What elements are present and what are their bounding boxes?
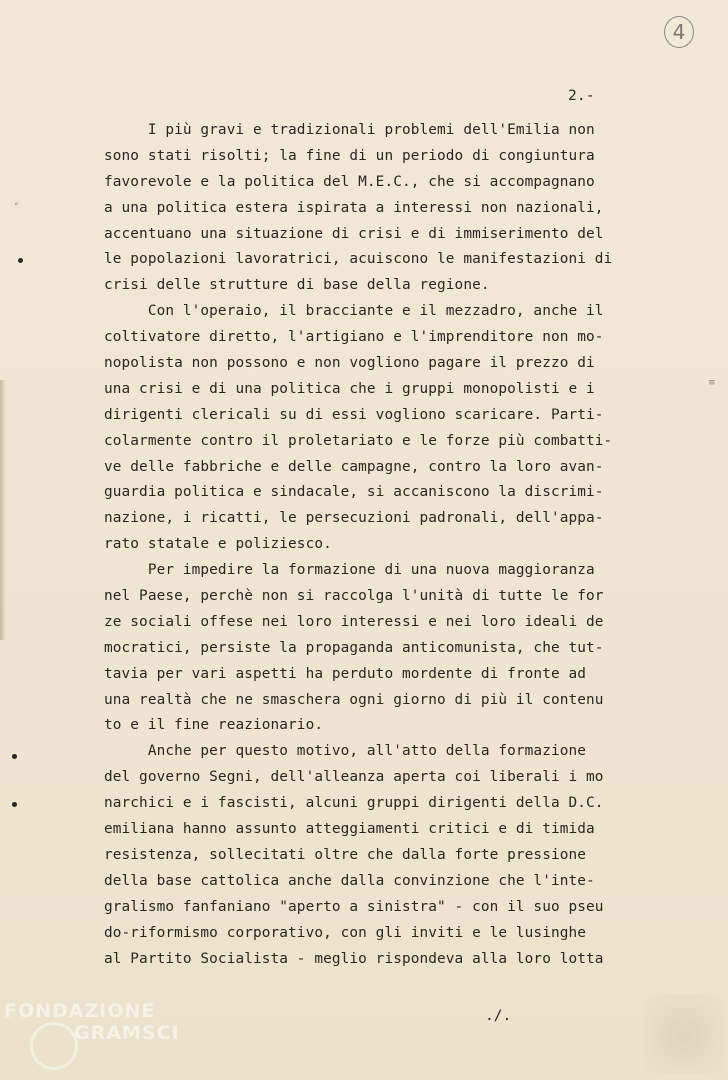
margin-speck: ≡: [708, 378, 716, 388]
text-line: una crisi e di una politica che i gruppi monopolisti e i: [104, 380, 595, 397]
text-line: resistenza, sollecitati oltre che dalla forte pressione: [104, 846, 587, 863]
text-line: nazione, i ricatti, le persecuzioni padronali, dell'appa-: [104, 510, 604, 527]
paragraph-2: [104, 299, 624, 558]
archive-page-number: 4: [664, 16, 694, 48]
paragraph-4: [104, 739, 624, 972]
punch-hole-dot: [18, 258, 23, 263]
text-line: I più gravi e tradizionali problemi dell'Emilia non: [104, 122, 595, 138]
text-line: sono stati risolti; la fine di un periodo di congiuntura: [104, 147, 595, 164]
text-line: ve delle fabbriche e delle campagne, contro la loro avan-: [104, 458, 604, 475]
watermark: [4, 1000, 180, 1044]
text-line: tavia per vari aspetti ha perduto mordente di fronte ad: [104, 665, 587, 682]
text-line: accentuano una situazione di crisi e di immiserimento del: [104, 225, 604, 242]
text-line: al Partito Socialista - meglio rispondeva alla loro lotta: [104, 950, 604, 967]
continuation-mark: ./.: [485, 1008, 512, 1024]
margin-speck: °: [14, 202, 19, 212]
punch-hole-dot: [12, 754, 17, 759]
text-line: gralismo fanfaniano "aperto a sinistra" - con il suo pseu: [104, 898, 604, 915]
text-line: dirigenti clericali su di essi vogliono scaricare. Parti-: [104, 406, 604, 423]
typed-page-number: 2.-: [568, 88, 595, 104]
text-line: le popolazioni lavoratrici, acuiscono le manifestazioni di: [104, 251, 613, 268]
text-line: della base cattolica anche dalla convinzione che l'inte-: [104, 872, 595, 889]
paragraph-3: [104, 558, 624, 739]
text-line: nopolista non possono e non vogliono pagare il prezzo di: [104, 355, 595, 372]
text-line: a una politica estera ispirata a interessi non nazionali,: [104, 199, 604, 216]
text-line: emiliana hanno assunto atteggiamenti critici e di timida: [104, 821, 595, 838]
text-line: favorevole e la politica del M.E.C., che si accompagnano: [104, 173, 595, 190]
punch-hole-dot: [12, 802, 17, 807]
text-line: nel Paese, perchè non si raccolga l'unità di tutte le for: [104, 588, 604, 605]
text-line: crisi delle strutture di base della regione.: [104, 277, 490, 294]
text-line: colarmente contro il proletariato e le forze più combatti-: [104, 432, 613, 449]
left-edge-shadow: [0, 380, 6, 640]
watermark-line-1: FONDAZIONE: [4, 1000, 156, 1022]
text-line: Con l'operaio, il bracciante e il mezzadro, anche il: [104, 303, 604, 320]
text-line: del governo Segni, dell'alleanza aperta coi liberali i mo: [104, 769, 604, 786]
text-line: rato statale e poliziesco.: [104, 536, 332, 553]
text-line: Anche per questo motivo, all'atto della formazione: [104, 743, 587, 760]
text-line: Per impedire la formazione di una nuova maggioranza: [104, 562, 595, 579]
paragraph-1: [104, 118, 624, 299]
text-line: guardia politica e sindacale, si accaniscono la discrimi-: [104, 484, 604, 501]
paper-stain: [644, 994, 724, 1074]
text-line: narchici e i fascisti, alcuni gruppi dirigenti della D.C.: [104, 795, 604, 812]
text-line: mocratici, persiste la propaganda anticomunista, che tut-: [104, 639, 604, 656]
text-line: coltivatore diretto, l'artigiano e l'imprenditore non mo-: [104, 329, 604, 346]
text-line: ze sociali offese nei loro interessi e nei loro ideali de: [104, 613, 604, 630]
watermark-line-2: GRAMSCI: [74, 1022, 180, 1044]
typed-body-text: [104, 118, 624, 972]
text-line: una realtà che ne smaschera ogni giorno di più il contenu: [104, 691, 604, 708]
text-line: to e il fine reazionario.: [104, 717, 324, 734]
text-line: do-riformismo corporativo, con gli inviti e le lusinghe: [104, 924, 587, 941]
